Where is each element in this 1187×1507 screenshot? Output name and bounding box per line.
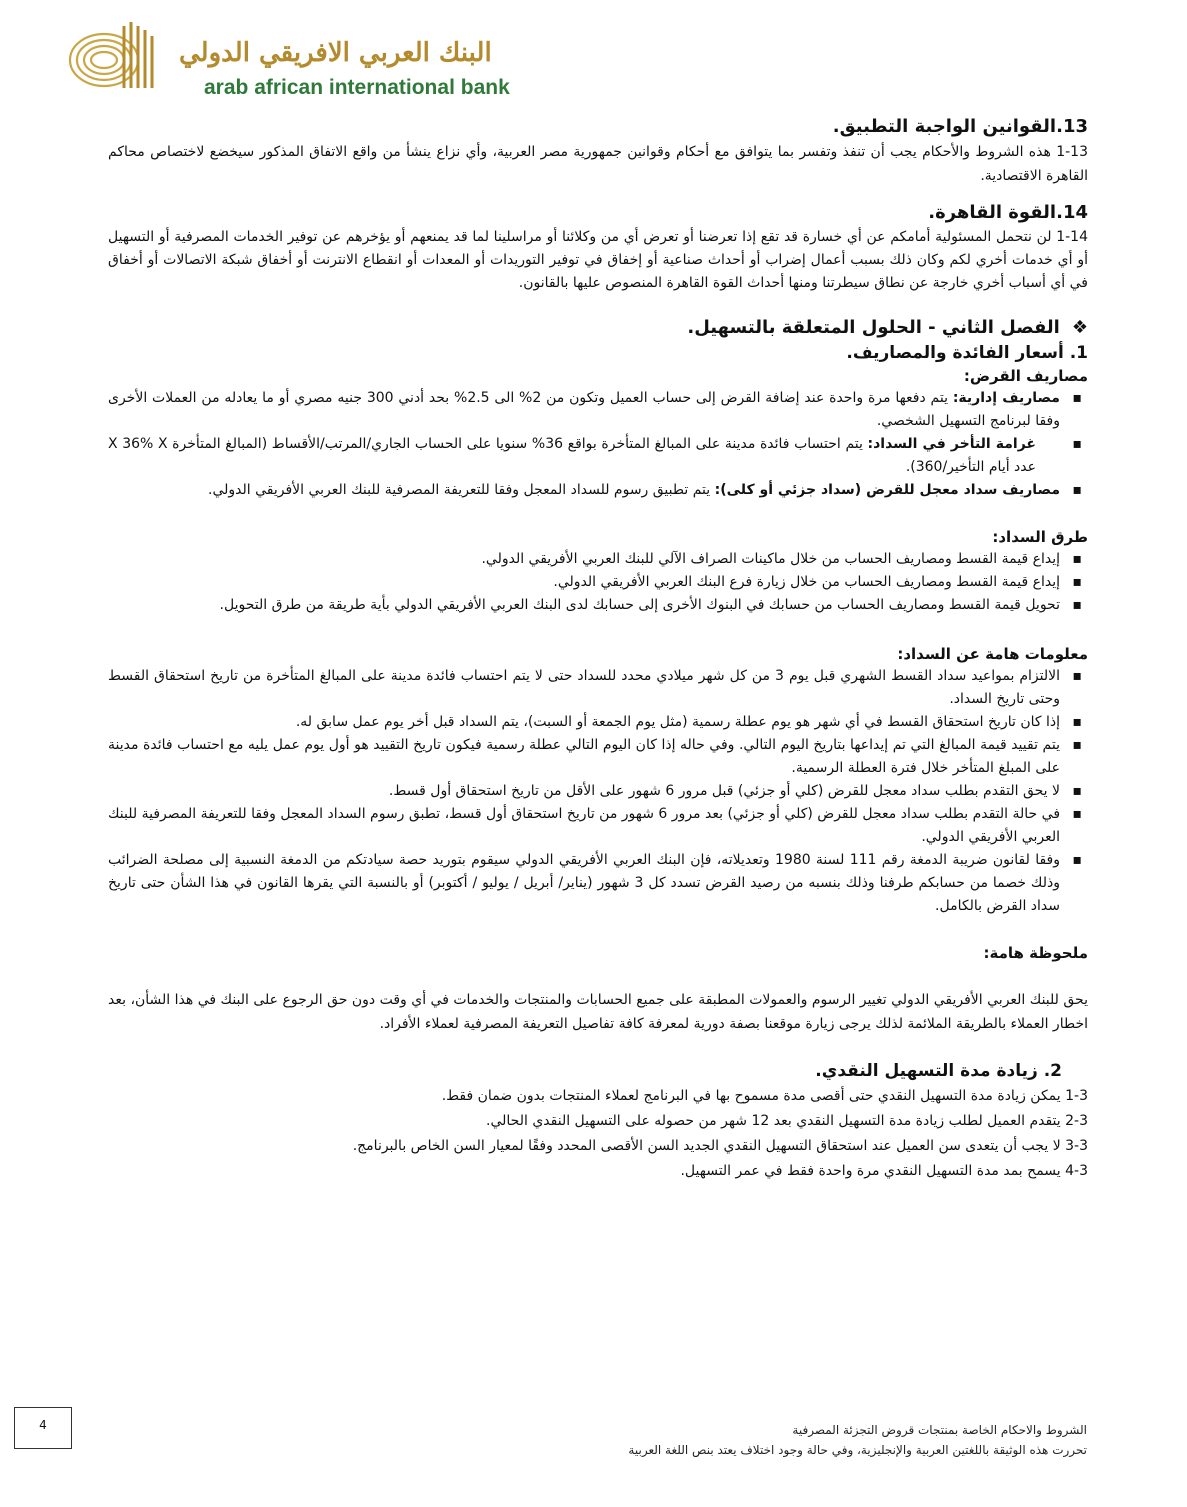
page-footer (628, 1420, 1087, 1460)
list-item: ▪ مصاريف سداد معجل للقرض (سداد جزئي أو كلى): يتم تطبيق رسوم للسداد المعجل وفقا للتعريفة المصرفية للبنك العربي الأفريقي الدولي. (108, 479, 1088, 502)
section-14-title: 14.القوة القاهرة. (928, 202, 1088, 223)
extension-item: 3-3 لا يجب أن يتعدى سن العميل عند استحقاق التسهيل النقدي الجديد السن الأقصى المحدد وفقًا لمعيار السن الخاص بالبرنامج. (352, 1138, 1088, 1154)
document-body (108, 114, 1088, 1184)
list-item: ▪ في حالة التقدم بطلب سداد معجل للقرض (كلي أو جزئي) بعد مرور 6 شهور من تاريخ استحقاق أول قسط، تطبق رسوم السداد المعجل وفقا للتعريفة المصرفية للبنك العربي الأفريقي الدولي. (108, 803, 1088, 849)
chapter-2-title: ❖الفصل الثاني - الحلول المتعلقة بالتسهيل. (687, 317, 1088, 338)
bank-logo-mark-icon (66, 18, 166, 94)
bank-logo (64, 16, 510, 99)
list-item: ▪ لا يحق التقدم بطلب سداد معجل للقرض (كلي أو جزئي) قبل مرور 6 شهور على الأقل من تاريخ استحقاق أول قسط. (108, 780, 1088, 803)
payment-methods-title: طرق السداد: (992, 528, 1088, 546)
extension-item: 2-3 يتقدم العميل لطلب زيادة مدة التسهيل النقدي بعد 12 شهر من حصوله على التسهيل النقدي الحالي. (486, 1113, 1088, 1129)
payment-methods-list (108, 548, 1088, 617)
section-13-title: 13.القوانين الواجبة التطبيق. (832, 116, 1088, 137)
footer-line-1: الشروط والاحكام الخاصة بمنتجات قروض التجزئة المصرفية (792, 1423, 1087, 1437)
bank-name-arabic: البنك العربي الافريقي الدولي (179, 38, 492, 68)
loan-fees-title: مصاريف القرض: (963, 367, 1088, 385)
section-14-paragraph: 1-14 لن نتحمل المسئولية أمامكم عن أي خسارة قد تقع إذا تعرضنا أو تعرض أي من وكلائنا أو مراسلينا لما قد يمنعهم أو يؤخرهم عن توفير الخدمات المصرفية أو التسهيل أو أي خدمات أخري لكم وكان ذلك بسبب أعمال إضراب أو أحداث صناعية أو إخفاق في توفير التوريدات أو المعدات أو انقطاع الانترنت أو أخفاق شبكة الاتصالات أو أخفاق في أي أسباب أخري خارجة عن نطاق سيطرتنا ومنها أحداث القوة القاهرة المنصوص عليها بالقانون. (108, 229, 1088, 291)
section-13-paragraph: 1-13 هذه الشروط والأحكام يجب أن تنفذ وتفسر بما يتوافق مع أحكام وقوانين جمهورية مصر العربية، وأي نزاع ينشأ من واقع الاتفاق المذكور سيخضع لاختصاص محاكم القاهرة الاقتصادية. (108, 144, 1088, 184)
loan-fees-list (108, 387, 1088, 502)
list-item: ▪ إذا كان تاريخ استحقاق القسط في أي شهر هو يوم عطلة رسمية (مثل يوم الجمعة أو السبت)، يتم السداد قبل أخر يوم عمل سابق له. (108, 711, 1088, 734)
payment-info-title: معلومات هامة عن السداد: (897, 645, 1088, 663)
page-number: 4 (14, 1407, 72, 1449)
list-item: ▪ إيداع قيمة القسط ومصاريف الحساب من خلال زيارة فرع البنك العربي الأفريقي الدولي. (108, 571, 1088, 594)
diamond-bullet-icon: ❖ (1071, 317, 1088, 338)
list-item: ▪ مصاريف إدارية: يتم دفعها مرة واحدة عند إضافة القرض إلى حساب العميل وتكون من 2% الى 2.5% بحد أدني 300 جنيه مصري أو ما يعادله من العملات الأخرى وفقا لبرنامج التسهيل الشخصي. (108, 387, 1088, 433)
list-item: ▪ الالتزام بمواعيد سداد القسط الشهري قبل يوم 3 من كل شهر ميلادي محدد للسداد حتى لا يتم احتساب فائدة مدينة على المبالغ المتأخرة من تاريخ استحقاق القسط وحتى تاريخ السداد. (108, 665, 1088, 711)
extension-item: 4-3 يسمح بمد مدة التسهيل النقدي مرة واحدة فقط في عمر التسهيل. (680, 1163, 1088, 1179)
bank-name-english: arab african international bank (204, 76, 510, 99)
list-item: ▪ وفقا لقانون ضريبة الدمغة رقم 111 لسنة 1980 وتعديلاته، فإن البنك العربي الأفريقي الدولي سيقوم بتوريد حصة سيادتكم من الدمغة النسبية إلى مصلحة الضرائب وذلك خصما من حسابكم طرفنا وذلك بنسبه من رصيد القرض تسدد كل 3 شهور (يناير/ أبريل / يوليو / أكتوبر) أو بالنسبة التي يقرها القانون في هذا الشأن حتى تاريخ سداد القرض بالكامل. (108, 849, 1088, 918)
list-item: ▪ غرامة التأخر في السداد: يتم احتساب فائدة مدينة على المبالغ المتأخرة بواقع 36% سنويا على الحساب الجاري/المرتب/الأقساط (المبالغ المتأخرة X 36% X عدد أيام التأخير/360). (108, 433, 1088, 479)
important-note-title: ملحوظة هامة: (983, 944, 1088, 962)
rates-title: 1. أسعار الفائدة والمصاريف. (846, 343, 1088, 363)
payment-info-list (108, 665, 1088, 918)
extension-title: 2. زيادة مدة التسهيل النقدي. (815, 1061, 1062, 1081)
footer-line-2: تحررت هذه الوثيقة باللغتين العربية والإنجليزية، وفي حالة وجود اختلاف يعتد بنص اللغة العربية (628, 1443, 1087, 1457)
list-item: ▪ تحويل قيمة القسط ومصاريف الحساب من حسابك في البنوك الأخرى إلى حسابك لدى البنك العربي الأفريقي الدولي بأية طريقة من طرق التحويل. (108, 594, 1088, 617)
list-item: ▪ يتم تقييد قيمة المبالغ التي تم إيداعها بتاريخ اليوم التالي. وفي حاله إذا كان اليوم التالي عطلة رسمية فيكون تاريخ التقييد هو أول يوم عمل يليه مع احتساب فائدة مدينة على المبلغ المتأخر خلال فترة العطلة الرسمية. (108, 734, 1088, 780)
list-item: ▪ إيداع قيمة القسط ومصاريف الحساب من خلال ماكينات الصراف الآلي للبنك العربي الأفريقي الدولي. (108, 548, 1088, 571)
extension-item: 1-3 يمكن زيادة مدة التسهيل النقدي حتى أقصى مدة مسموح بها في البرنامج لعملاء المنتجات بدون ضمان فقط. (441, 1088, 1088, 1104)
important-note-text: يحق للبنك العربي الأفريقي الدولي تغيير الرسوم والعمولات المطبقة على جميع الحسابات والمنتجات والخدمات في أي وقت دون حق الرجوع على البنك في هذا الشأن، بعد اخطار العملاء بالطريقة الملائمة لذلك يرجى زيارة موقعنا بصفة دورية لمعرفة كافة تفاصيل التعريفة المصرفية لعملاء الأفراد. (108, 992, 1088, 1032)
